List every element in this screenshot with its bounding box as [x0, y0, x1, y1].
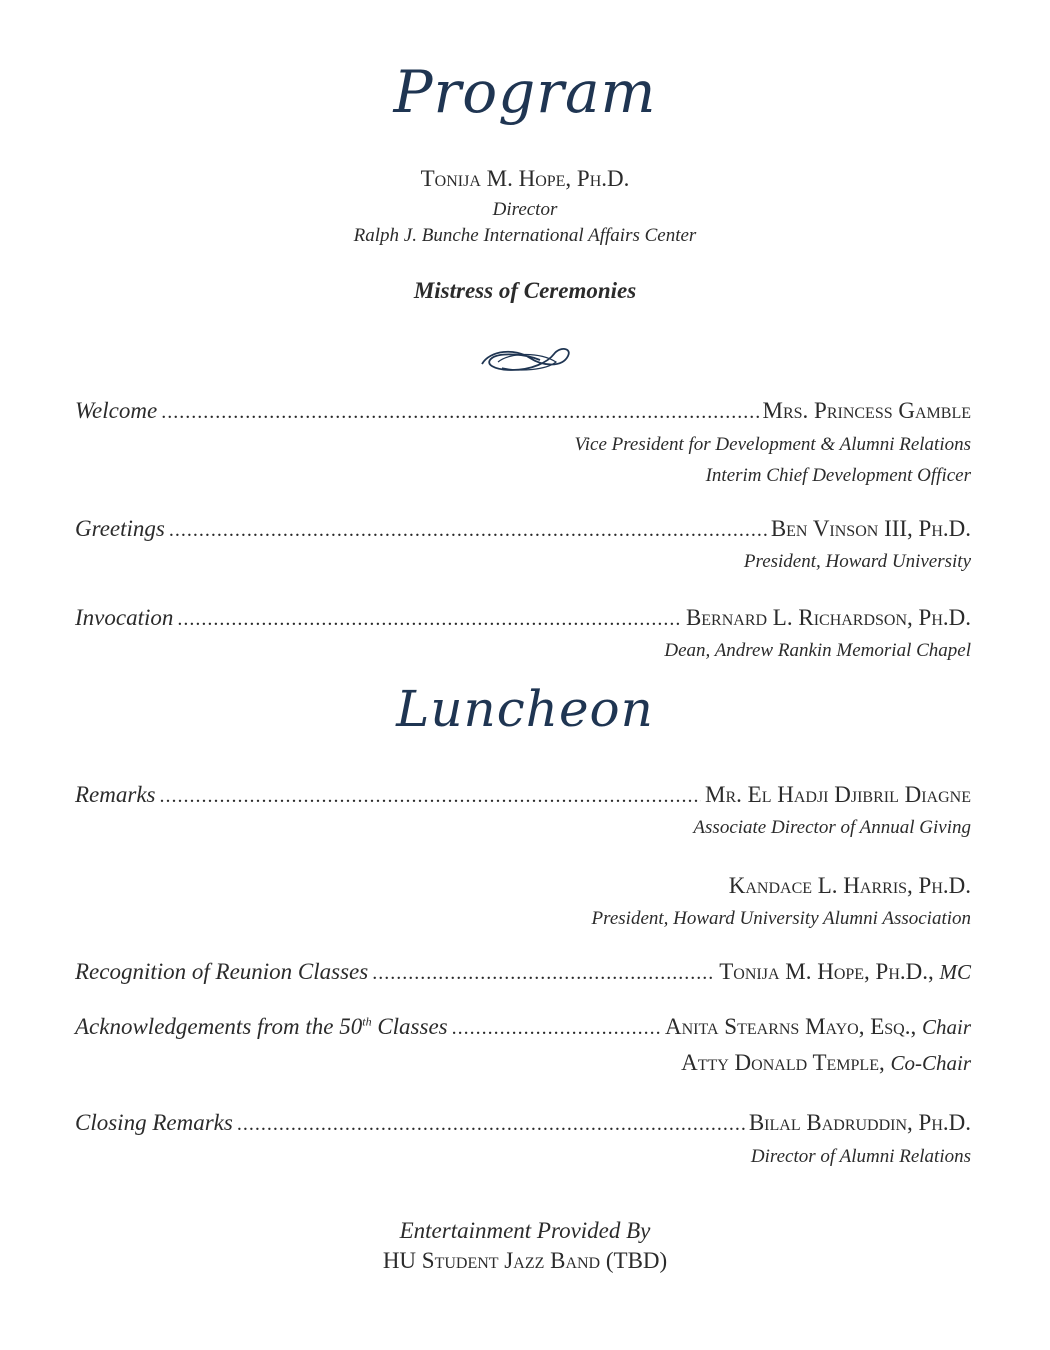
speaker-title: Associate Director of Annual Giving — [693, 817, 971, 838]
dot-leader — [161, 401, 758, 424]
flourish-ornament-icon — [470, 340, 580, 380]
speaker-name-2: Kandace L. Harris, Ph.D. — [728, 873, 971, 898]
entertainment-heading: Entertainment Provided By — [399, 1218, 651, 1243]
luncheon-row-remarks — [75, 782, 971, 808]
luncheon-row-recognition — [75, 959, 971, 985]
speaker-name: Bernard L. Richardson, Ph.D. — [685, 605, 971, 630]
speaker-title: Vice President for Development & Alumni Relations — [574, 434, 971, 455]
dot-leader — [452, 1017, 661, 1040]
host-name: Tonija M. Hope, Ph.D. — [420, 166, 630, 191]
program-row-welcome — [75, 398, 971, 424]
speaker-title: President, Howard University — [743, 551, 971, 572]
speaker-role-2: Co-Chair — [890, 1051, 971, 1075]
entertainment-performer: HU Student Jazz Band (TBD) — [382, 1248, 668, 1273]
host-title: Director — [492, 199, 558, 220]
speaker-name: Mrs. Princess Gamble — [762, 398, 971, 423]
item-label: Greetings — [75, 516, 165, 541]
luncheon-heading: Luncheon — [396, 680, 654, 738]
host-organization: Ralph J. Bunche International Affairs Center — [353, 225, 697, 246]
speaker-title-2: Interim Chief Development Officer — [705, 465, 971, 486]
luncheon-row-acknowledgements — [75, 1014, 971, 1040]
speaker-title-2: President, Howard University Alumni Association — [591, 908, 971, 929]
item-label: Invocation — [75, 605, 174, 630]
dot-leader — [237, 1113, 745, 1136]
speaker-role: MC — [939, 960, 971, 984]
speaker-name: Tonija M. Hope, Ph.D., — [719, 959, 934, 984]
item-label: Remarks — [75, 782, 156, 807]
host-role: Mistress of Ceremonies — [413, 278, 637, 303]
dot-leader — [169, 519, 767, 542]
speaker-title: Dean, Andrew Rankin Memorial Chapel — [664, 640, 971, 661]
item-label: Closing Remarks — [75, 1110, 233, 1135]
speaker-title: Director of Alumni Relations — [750, 1146, 971, 1167]
speaker-name: Anita Stearns Mayo, Esq., — [665, 1014, 917, 1039]
speaker-name: Mr. El Hadji Djibril Diagne — [705, 782, 971, 807]
program-row-greetings — [75, 516, 971, 542]
luncheon-row-closing — [75, 1110, 971, 1136]
speaker-line-2 — [75, 1050, 971, 1076]
item-label: Welcome — [75, 398, 158, 423]
speaker-name-2: Atty Donald Temple, — [681, 1050, 885, 1075]
item-label: Recognition of Reunion Classes — [75, 959, 369, 984]
dot-leader — [177, 608, 682, 631]
dot-leader — [159, 785, 701, 808]
speaker-name: Ben Vinson III, Ph.D. — [770, 516, 971, 541]
speaker-name: Bilal Badruddin, Ph.D. — [748, 1110, 971, 1135]
item-label: Acknowledgements from the 50th Classes — [75, 1014, 448, 1039]
dot-leader — [372, 962, 715, 985]
program-heading: Program — [393, 58, 657, 126]
speaker-role: Chair — [921, 1015, 971, 1039]
program-row-invocation — [75, 605, 971, 631]
